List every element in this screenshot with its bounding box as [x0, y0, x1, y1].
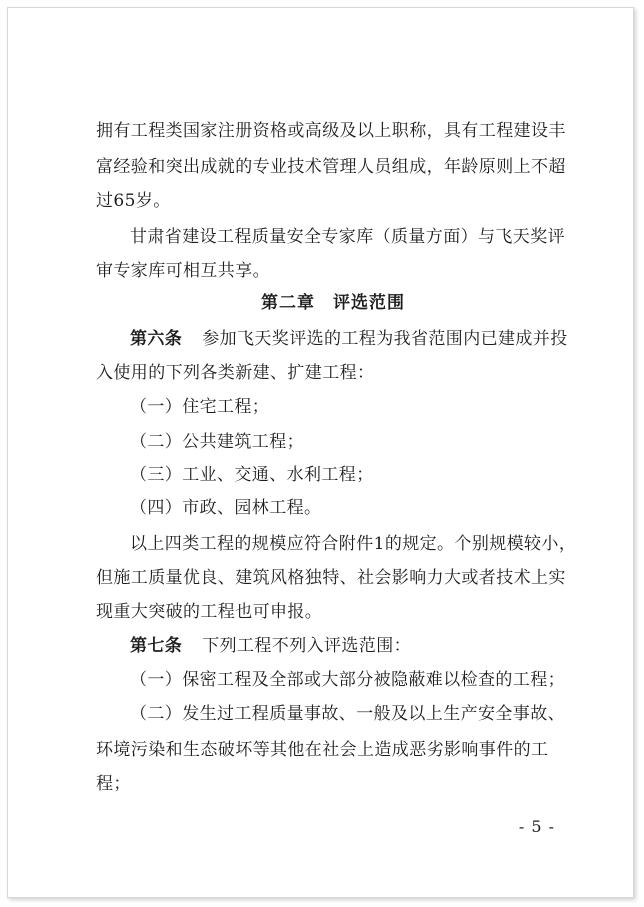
body-line: 以上四类工程的规模应符合附件1的规定。个别规模较小， — [130, 534, 577, 554]
page-number: - 5 - — [518, 817, 555, 836]
body-line: 过65岁。 — [96, 191, 171, 211]
list-item: （一）保密工程及全部或大部分被隐蔽难以检查的工程； — [130, 670, 565, 690]
article-6-label: 第六条 — [130, 329, 183, 349]
body-line: 审专家库可相互共享。 — [96, 261, 270, 281]
body-line: 程； — [96, 774, 131, 794]
body-line: 入使用的下列各类新建、扩建工程： — [96, 363, 375, 383]
body-line: 拥有工程类国家注册资格或高级及以上职称，具有工程建设丰 — [96, 121, 566, 141]
body-line: 环境污染和生态破坏等其他在社会上造成恶劣影响事件的工 — [96, 740, 549, 760]
list-item: （一）住宅工程； — [130, 397, 270, 417]
body-line: 富经验和突出成就的专业技术管理人员组成，年龄原则上不超 — [96, 157, 566, 177]
body-line: 甘肃省建设工程质量安全专家库（质量方面）与飞天奖评 — [130, 227, 565, 247]
document-page — [7, 7, 634, 898]
article-7-text: 下列工程不列入评选范围： — [202, 636, 412, 656]
list-item: （四）市政、园林工程。 — [130, 498, 322, 518]
body-line: 但施工质量优良、建筑风格独特、社会影响力大或者技术上实 — [96, 568, 566, 588]
article-6-paragraph — [130, 329, 568, 349]
list-item: （二）公共建筑工程； — [130, 432, 304, 452]
article-7-paragraph — [130, 636, 411, 656]
article-7-label: 第七条 — [130, 636, 183, 656]
body-line: 现重大突破的工程也可申报。 — [96, 602, 323, 622]
list-item: （二）发生过工程质量事故、一般及以上生产安全事故、 — [130, 704, 565, 724]
list-item: （三）工业、交通、水利工程； — [130, 465, 374, 485]
chapter-heading: 第二章 评选范围 — [261, 293, 405, 313]
article-6-text: 参加飞天奖评选的工程为我省范围内已建成并投 — [202, 329, 568, 349]
